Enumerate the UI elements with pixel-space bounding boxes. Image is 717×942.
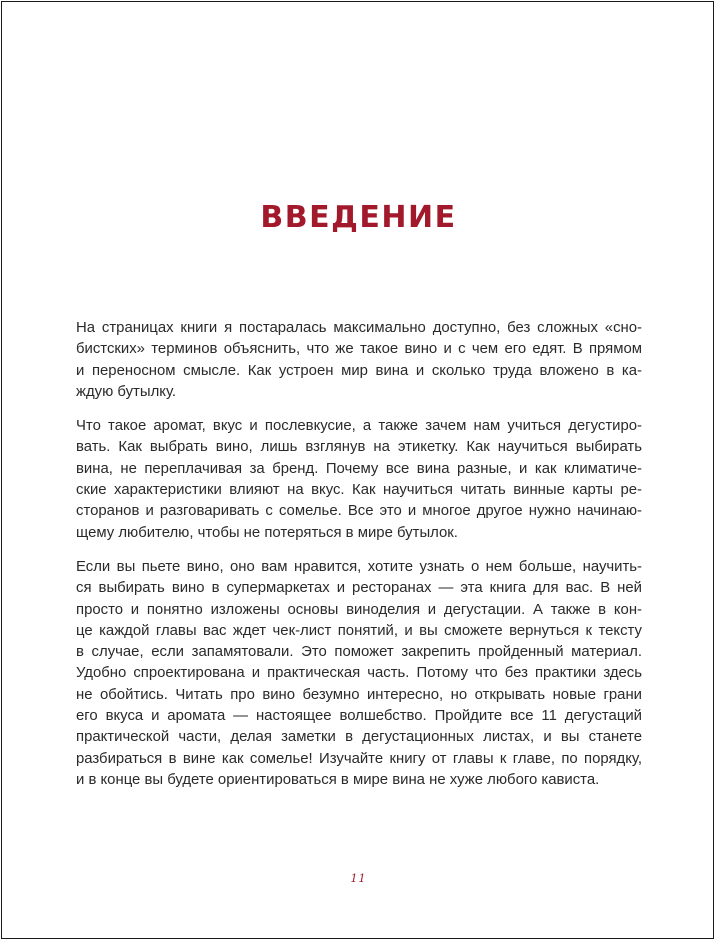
text-line: вина, не переплачивая за бренд. Почему все вина разные, и как климатиче-	[76, 460, 642, 477]
text-line: ждую бутылку.	[76, 383, 177, 400]
body-text	[76, 318, 642, 804]
text-line: разбираться в вине как сомелье! Изучайте книгу от главы к главе, по порядку,	[76, 750, 642, 767]
text-line: просто и понятно изложены основы виноделия и дегустации. А также в кон-	[76, 601, 642, 618]
text-line: практической части, делая заметки в дегустационных листах, и вы станете	[76, 729, 642, 746]
text-line: сторанов и разговаривать с сомелье. Все это и многое другое нужно начинаю-	[76, 503, 642, 520]
text-line: Если вы пьете вино, оно вам нравится, хотите узнать о нем больше, научить-	[76, 558, 642, 575]
page-number: 11	[350, 872, 367, 885]
text-line: не обойтись. Читать про вино безумно интересно, но открывать новые грани	[76, 686, 642, 703]
text-line: щему любителю, чтобы не потеряться в мире бутылок.	[76, 524, 458, 541]
page-title: ВВЕДЕНИЕ	[260, 200, 457, 235]
text-line: его вкуса и аромата — настоящее волшебство. Пройдите все 11 дегустаций	[76, 708, 642, 725]
text-line: и переносном смысле. Как устроен мир вина и сколько труда вложено в ка-	[76, 362, 642, 379]
text-line: це каждой главы вас ждет чек-лист понятий, и вы сможете вернуться к тексту	[76, 622, 642, 639]
text-line: ские характеристики влияют на вкус. Как научиться читать винные карты ре-	[76, 482, 642, 499]
paragraph-2	[76, 416, 642, 544]
text-line: На страницах книги я постаралась максимально доступно, без сложных «сно-	[76, 320, 642, 336]
text-line: бистских» терминов объяснить, что же такое вино и с чем его едят. В прямом	[76, 341, 642, 358]
paragraph-1	[76, 318, 642, 403]
text-line: Что такое аромат, вкус и послевкусие, а также зачем нам учиться дегустиро-	[76, 418, 642, 435]
paragraph-3	[76, 557, 642, 791]
text-line: ся выбирать вино в супермаркетах и ресторанах — эта книга для вас. В ней	[76, 580, 642, 597]
text-line: вать. Как выбрать вино, лишь взглянув на этикетку. Как научиться выбирать	[76, 439, 642, 456]
text-line: в случае, если запамятовали. Это поможет закрепить пройденный материал.	[76, 644, 642, 661]
text-line: Удобно спроектирована и практическая часть. Потому что без практики здесь	[76, 665, 642, 682]
text-line: и в конце вы будете ориентироваться в мире вина не хуже любого кависта.	[76, 771, 600, 788]
